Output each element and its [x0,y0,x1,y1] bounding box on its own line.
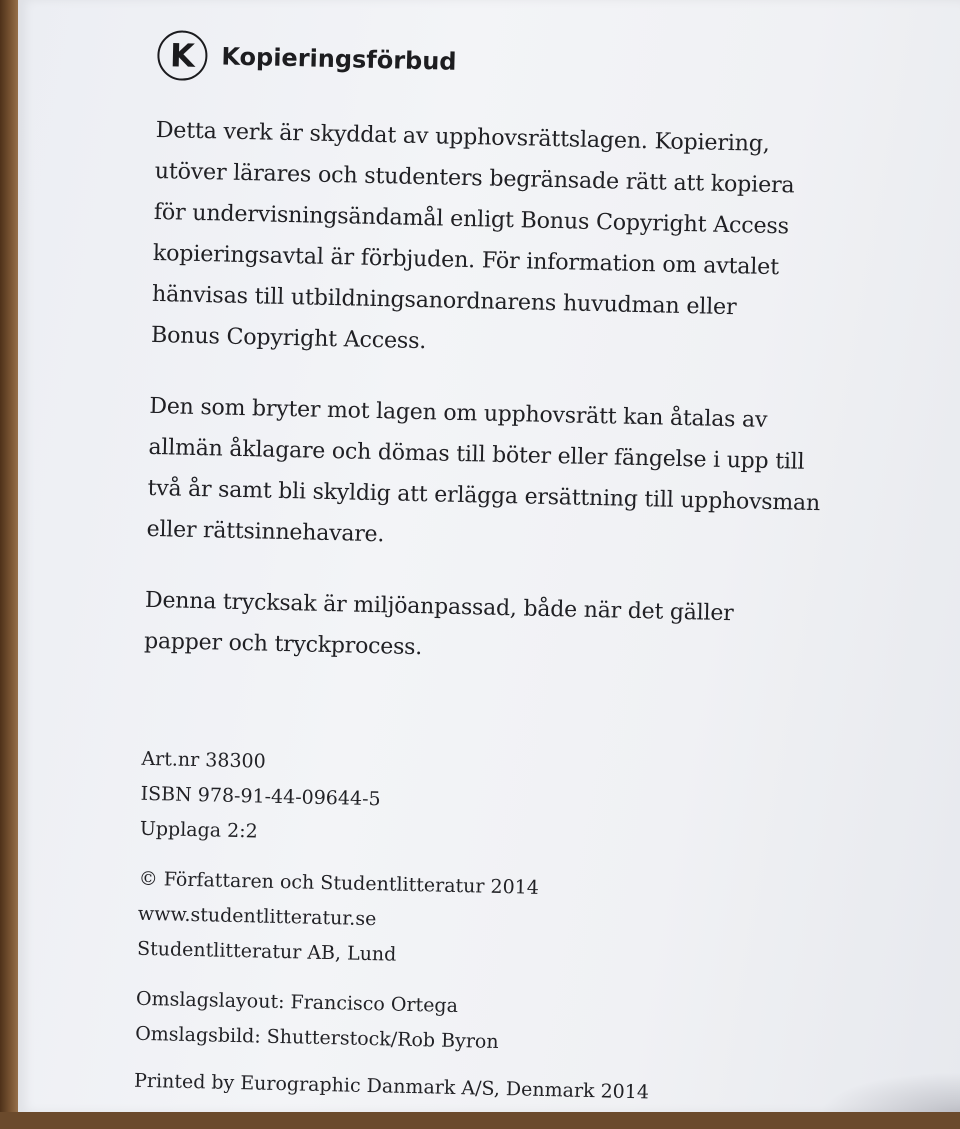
text-line: hänvisas till utbildningsanordnarens huvudman eller [151,280,737,321]
cover-image-credit: Omslagsbild: Shutterstock/Rob Byron [134,1022,499,1053]
printer-info [134,1064,785,1114]
book-page [18,0,960,1112]
text-line: allmän åklagare och dömas till böter eller fängelse i upp till [148,434,805,475]
copyright-line: © Författaren och Studentlitteratur 2014 [138,867,540,899]
edition: Upplaga 2:2 [139,817,258,843]
penalty-paragraph [146,386,821,565]
page-content [133,30,821,1128]
text-line: för undervisningsändamål enligt Bonus Copyright Access [153,198,790,240]
text-line: Denna trycksak är miljöanpassad, både när det gäller [144,587,734,627]
publication-info [134,742,792,1114]
text-line: Den som bryter mot lagen om upphovsrätt kan åtalas av [149,393,768,433]
publisher-info [137,862,789,982]
text-line: eller rättsinnehavare. [146,516,385,548]
isbn: ISBN 978-91-44-09644-5 [140,782,381,811]
cover-layout-credit: Omslagslayout: Francisco Ortega [135,987,459,1018]
copy-prohibition-header [157,30,808,95]
copyright-paragraph [151,110,806,371]
article-number: Art.nr 38300 [141,747,266,773]
text-line: papper och tryckprocess. [143,628,423,661]
edition-info [139,742,791,862]
text-line: två år samt bli skyldig att erlägga ersättning till upphovsman [147,475,821,517]
k-logo-icon: K [157,30,208,81]
text-line: kopieringsavtal är förbjuden. För information om avtalet [152,239,780,281]
text-line: utöver lärares och studenters begränsade rätt att kopiera [154,157,795,199]
printer-line: Printed by Eurographic Danmark A/S, Denmark 2014 [133,1069,650,1104]
publisher-name: Studentlitteratur AB, Lund [136,937,397,966]
environment-paragraph [144,580,796,677]
page-corner-shadow [820,1072,960,1112]
publisher-website: www.studentlitteratur.se [137,902,377,931]
text-line: Detta verk är skyddat av upphovsrättslagen. Kopiering, [155,116,770,157]
cover-credits [135,982,786,1067]
page-title: Kopieringsförbud [221,42,457,76]
text-line: Bonus Copyright Access. [150,321,427,355]
